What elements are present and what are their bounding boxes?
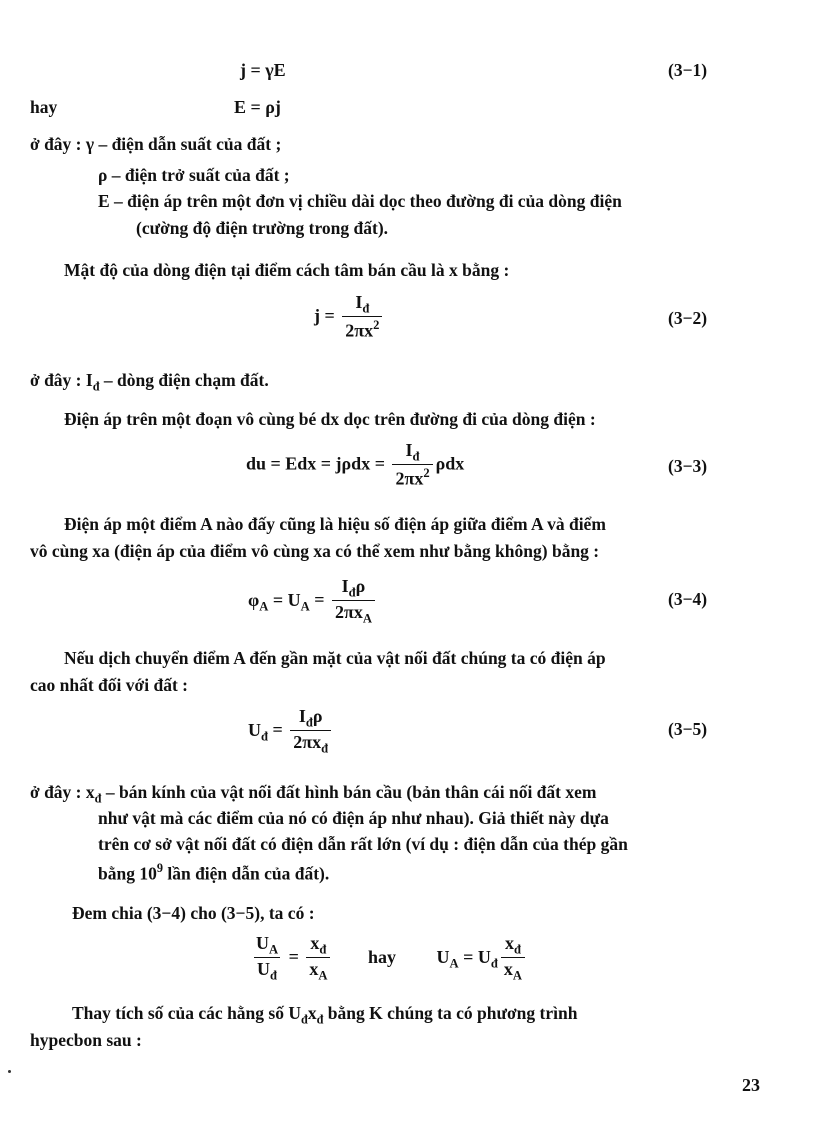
equation-3-3	[246, 441, 464, 489]
eq1-rhs: γE	[265, 60, 286, 80]
eq3-tail: ρdx	[435, 453, 465, 474]
where3-line4	[98, 859, 329, 887]
eq6-right-fraction: $\frac{x_đ}{x_A}$	[306, 934, 330, 983]
where2-symbol: $I_đ$	[85, 370, 100, 394]
where2-lead: ở đây :	[30, 370, 82, 390]
paragraph-replace-line2: hypecbon sau :	[30, 1030, 142, 1050]
where3-line1	[30, 779, 596, 808]
eq2-numerator: $I_đ$	[355, 292, 370, 316]
eq6-final-fraction: $\frac{x_đ}{x_A}$	[501, 934, 525, 983]
eq2-fraction	[342, 293, 382, 341]
where1-lead: ở đây :	[30, 134, 82, 154]
eq6-ud: = $U_đ$	[463, 946, 498, 971]
equation-3-1: j = γE	[240, 60, 286, 80]
where1-e-line1: E – điện áp trên một đơn vị chiều dài dọc theo đường đi của dòng điện	[98, 191, 622, 211]
paragraph-replace-line1: Thay tích số của các hằng số $U_đx_đ$ bằng K chúng ta có phương trình	[72, 1003, 578, 1027]
equation-number-3-1: (3−1)	[668, 60, 708, 80]
where3-exponent: 9	[156, 861, 163, 875]
equation-number-3-4: (3−4)	[668, 589, 708, 609]
paragraph-divide: Đem chia (3−4) cho (3−5), ta có :	[72, 903, 315, 923]
where3-line4-b: lần điện dẫn của đất).	[167, 863, 330, 884]
eq3-denominator: $2\pi x^2$	[392, 464, 432, 489]
where3-symbol: $x_đ$	[85, 782, 102, 806]
eq1b-rhs: ρj	[265, 97, 281, 117]
eq5-numerator: $I_đ\rho$	[298, 706, 323, 730]
equation-number-3-3: (3−3)	[668, 456, 708, 476]
eq3-numerator: $I_đ$	[405, 440, 420, 464]
where3-line4-a: bằng 10	[98, 863, 157, 884]
page-number: 23	[742, 1075, 760, 1095]
eq5-lhs: $U_đ$	[248, 719, 269, 744]
paragraph-move-line1: Nếu dịch chuyển điểm A đến gần mặt của vật nối đất chúng ta có điện áp	[64, 648, 606, 668]
equation-3-1-alt: E = ρj	[234, 97, 281, 117]
hay-label: hay	[30, 97, 58, 117]
where1-gamma-line	[30, 131, 281, 158]
paragraph-move-line2: cao nhất đối với đất :	[30, 675, 188, 695]
eq6-hay: hay	[367, 946, 396, 967]
eq2-lhs: j =	[314, 305, 335, 326]
eq2-denominator: $2\pi x^2$	[342, 316, 382, 341]
equation-3-2	[314, 293, 385, 341]
eq3-fraction	[392, 441, 432, 489]
eq6-ua: $U_A$	[436, 946, 459, 971]
paragraph-density: Mật độ của dòng điện tại điểm cách tâm bán cầu là x bằng :	[64, 260, 510, 280]
equation-number-3-2: (3−2)	[668, 308, 708, 328]
where1-e-line2: (cường độ điện trường trong đất).	[136, 218, 389, 238]
paragraph-voltage-dx: Điện áp trên một đoạn vô cùng bé dx dọc trên đường đi của dòng điện :	[64, 409, 596, 429]
eq5-denominator: $2\pi x_đ$	[290, 730, 331, 756]
eq1-lhs: j	[240, 60, 246, 80]
where3-text1: – bán kính của vật nối đất hình bán cầu (bản thân cái nối đất xem	[105, 782, 597, 802]
where1-rho: ρ – điện trở suất của đất ;	[98, 165, 290, 185]
equation-number-3-5: (3−5)	[668, 719, 708, 739]
where1-gamma: γ – điện dẫn suất của đất ;	[85, 134, 282, 154]
eq6-left-fraction: $\frac{U_A}{U_đ}$	[256, 933, 279, 983]
eq4-denominator: $2\pi x_A$	[332, 600, 375, 626]
eq4-fraction	[332, 577, 375, 626]
equation-ratio: $\frac{U_A}{U_đ}$ = $\frac{x_đ}{x_A}$ hay $U_A = U_đ$ $\frac{x_đ}{x_A}$	[250, 934, 528, 983]
where3-lead: ở đây :	[30, 782, 82, 802]
eq3-lhs: du = Edx = jρdx =	[246, 453, 385, 474]
scan-speck	[8, 1070, 11, 1073]
where2-text: – dòng điện chạm đất.	[103, 370, 269, 390]
where3-line3: trên cơ sở vật nối đất có điện dẫn rất lớn (ví dụ : điện dẫn của thép gần	[98, 834, 628, 854]
equation-3-5: $U_đ$ = $\frac{I_đ\rho}{2\pi x_đ}$	[248, 707, 334, 756]
paragraph-point-a-line1: Điện áp một điểm A nào đấy cũng là hiệu số điện áp giữa điểm A và điểm	[64, 514, 606, 534]
paragraph-point-a-line2: vô cùng xa (điện áp của điểm vô cùng xa có thể xem như bằng không) bằng :	[30, 541, 600, 561]
eq4-numerator: $I_đ\rho$	[341, 576, 366, 600]
where2-line	[30, 367, 269, 396]
eq4-ua: = $U_A$	[272, 589, 310, 614]
eq5-fraction	[290, 707, 331, 756]
equation-3-4: $\varphi_A = U_A$ = $\frac{I_đ\rho}{2\pi x_A}$	[248, 577, 378, 626]
where3-line2: như vật mà các điểm của nó có điện áp như nhau). Giả thiết này dựa	[98, 808, 609, 828]
eq4-phi: $\varphi_A$	[248, 589, 269, 614]
eq1b-lhs: E	[234, 97, 247, 117]
